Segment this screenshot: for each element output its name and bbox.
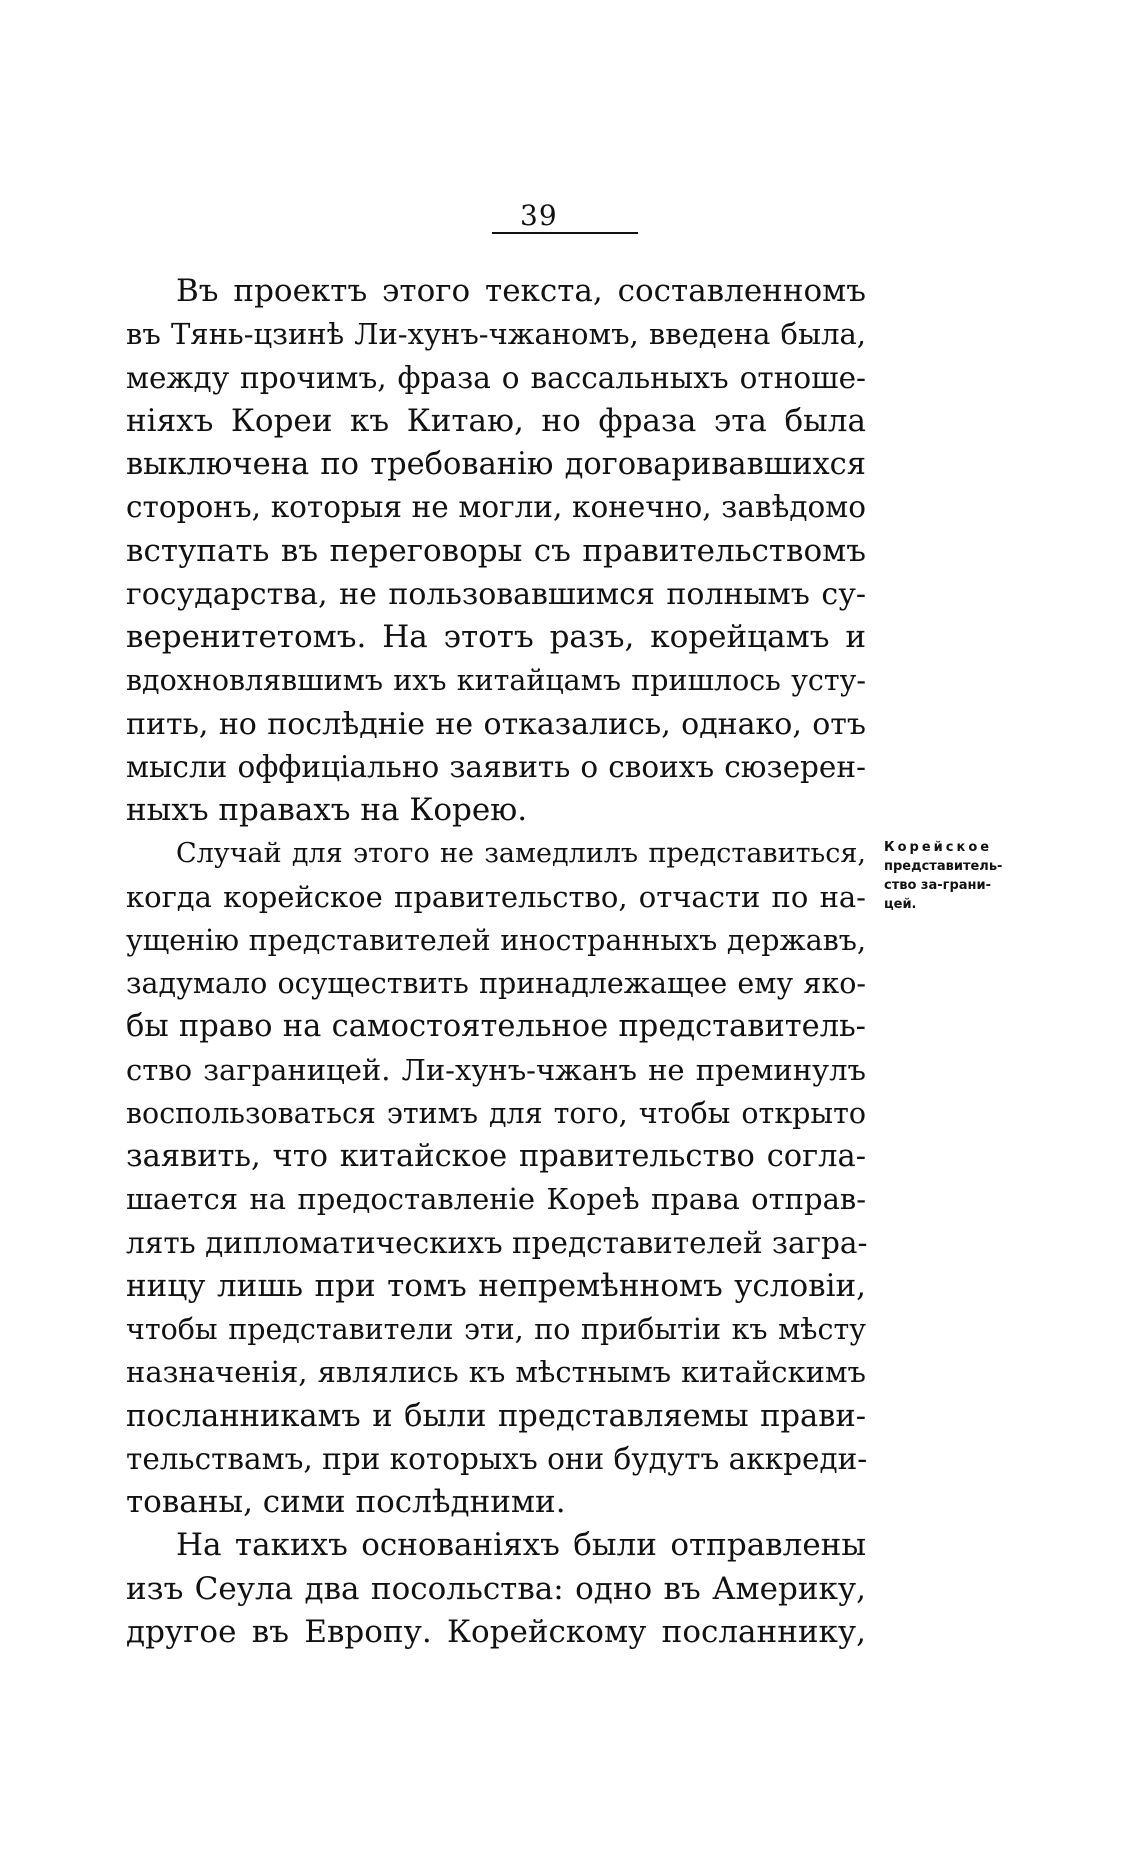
page-number: 39: [520, 199, 558, 232]
text-line: бы право на самостоятельное представитель-: [126, 1009, 866, 1045]
text-line: Случай для этого не замедлилъ представиться,: [176, 838, 866, 870]
text-line: мысли оффиціально заявить о своихъ сюзерен-: [126, 749, 866, 784]
text-line: шается на предоставленіе Кореѣ права отправ-: [126, 1182, 866, 1217]
text-line: когда корейское правительство, отчасти по на-: [126, 879, 866, 914]
paragraph-2: [126, 832, 866, 1524]
text-line: воспользоваться этимъ для того, чтобы открыто: [126, 1096, 866, 1130]
text-line: На такихъ основаніяхъ были отправлены: [176, 1527, 866, 1564]
text-line: въ Тянь-цзинѣ Ли-хунъ-чжаномъ, введена была,: [126, 317, 866, 352]
margin-note-line: цей.: [884, 897, 917, 912]
text-line: ство заграницей. Ли-хунъ-чжанъ не преминулъ: [126, 1052, 866, 1087]
text-line: заявить, что китайское правительство согла-: [126, 1139, 866, 1174]
text-line: между прочимъ, фраза о вассальныхъ отноше-: [126, 360, 866, 395]
text-line: лять дипломатическихъ представителей загра-: [126, 1225, 868, 1260]
text-line: сторонъ, которыя не могли, конечно, завѣдомо: [126, 490, 866, 525]
text-line: ницу лишь при томъ непремѣнномъ условіи,: [126, 1267, 866, 1304]
text-line: изъ Сеула два посольства: одно въ Америку,: [126, 1570, 866, 1607]
text-line: вступать въ переговоры съ правительствомъ: [126, 532, 866, 569]
header-rule: [492, 232, 638, 234]
text-line: Въ проектъ этого текста, составленномъ: [176, 273, 866, 309]
margin-note-line: ство за-грани-: [884, 878, 992, 893]
text-line: ныхъ правахъ на Корею.: [126, 792, 528, 828]
text-line: посланникамъ и были представляемы прави-: [126, 1398, 866, 1434]
margin-note-line: Корейское: [884, 840, 993, 855]
text-line: другое въ Европу. Корейскому посланнику,: [126, 1613, 866, 1650]
text-line: пить, но послѣдніе не отказались, однако, отъ: [126, 706, 866, 742]
paragraph-3: [126, 1524, 866, 1654]
text-line: задумало осуществить принадлежащее ему яко-: [126, 967, 866, 1000]
text-line: веренитетомъ. На этотъ разъ, корейцамъ и: [126, 619, 866, 655]
text-line: тельствамъ, при которыхъ они будутъ аккреди-: [126, 1441, 868, 1476]
text-line: ніяхъ Кореи къ Китаю, но фраза эта была: [126, 402, 866, 439]
text-line: тованы, сими послѣдними.: [126, 1484, 566, 1520]
text-line: назначенія, являлись къ мѣстнымъ китайскимъ: [126, 1355, 866, 1390]
text-line: ущенію представителей иностранныхъ державъ,: [126, 923, 866, 957]
margin-note-line: представитель-: [884, 859, 1003, 874]
text-line: выключена по требованію договаривавшихся: [126, 447, 866, 482]
paragraph-1: [126, 270, 866, 832]
body-text: [126, 270, 866, 1654]
text-line: чтобы представители эти, по прибытіи къ мѣсту: [126, 1313, 866, 1346]
text-line: государства, не пользовавшимся полнымъ су-: [126, 576, 866, 612]
text-line: вдохновлявшимъ ихъ китайцамъ пришлось усту-: [126, 664, 866, 698]
margin-note: [884, 838, 1014, 914]
